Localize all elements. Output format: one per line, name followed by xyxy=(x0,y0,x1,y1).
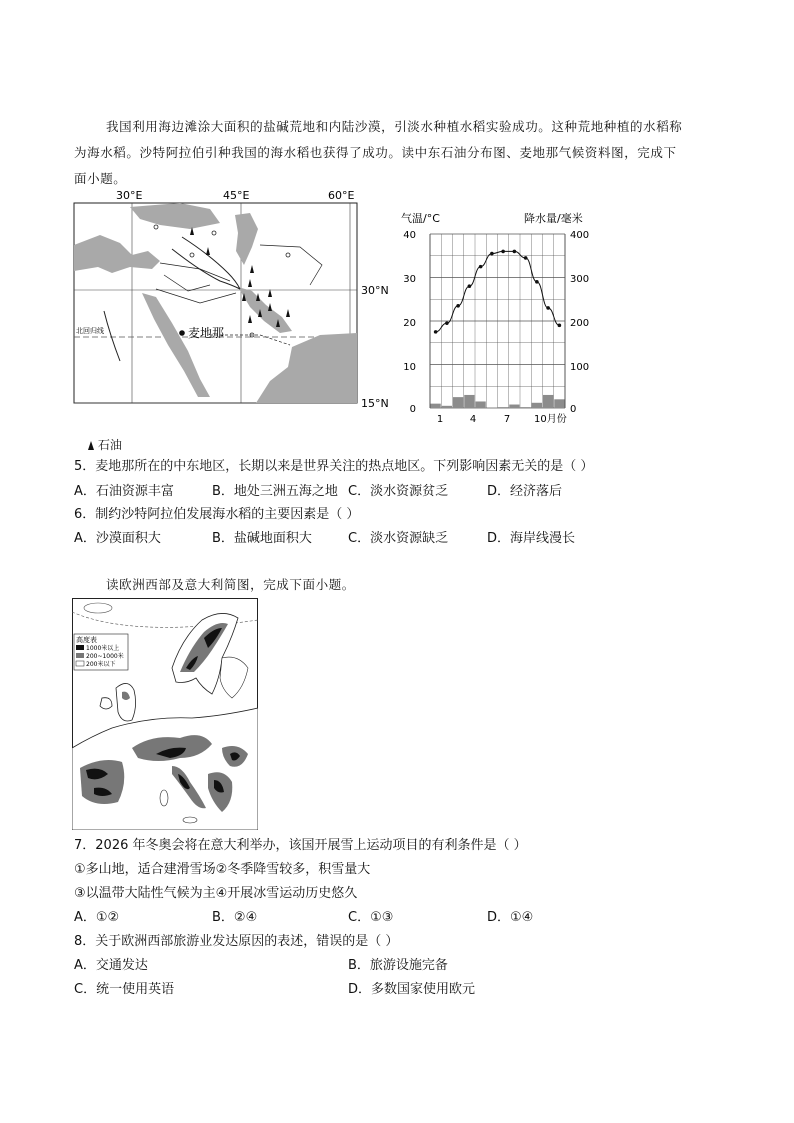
medina-label: 麦地那 xyxy=(188,326,225,340)
x-tick-7: 7 xyxy=(503,414,511,425)
question-5-stem: 5．麦地那所在的中东地区，长期以来是世界关注的热点地区。下列影响因素无关的是（ ） xyxy=(74,459,594,474)
q8-option-d[interactable]: D．多数国家使用欧元 xyxy=(348,982,476,997)
precip-bar-3 xyxy=(453,397,463,408)
x-tick-10: 10月份 xyxy=(534,414,567,425)
intro-paragraph-1 xyxy=(74,114,724,192)
medina-dot xyxy=(179,330,185,336)
precip-bar-8 xyxy=(509,405,519,408)
intro-paragraph-2 xyxy=(74,572,724,598)
precip-bar-7 xyxy=(498,407,508,408)
q8-option-c[interactable]: C．统一使用英语 xyxy=(74,982,175,997)
tropic-label: 北回归线 xyxy=(76,327,104,335)
temp-point-11 xyxy=(546,306,550,310)
temp-point-8 xyxy=(513,250,517,254)
lon-label-45e: 45°E xyxy=(223,189,250,202)
legend-title: 高度表 xyxy=(76,636,97,644)
q6-option-a[interactable]: A．沙漠面积大 xyxy=(74,531,161,546)
temp-point-4 xyxy=(468,284,472,288)
oil-legend-label: 石油 xyxy=(97,438,122,452)
oil-icon xyxy=(88,441,94,450)
y-left-tick-40: 40 xyxy=(403,230,416,241)
q5-option-a[interactable]: A．石油资源丰富 xyxy=(74,484,174,499)
lon-label-30e: 30°E xyxy=(116,189,143,202)
oil-legend xyxy=(88,436,122,453)
temp-point-1 xyxy=(434,330,438,334)
y-right-tick-0: 0 xyxy=(570,404,577,415)
intro2-text: 读欧洲西部及意大利简图，完成下面小题。 xyxy=(106,577,355,592)
temp-point-2 xyxy=(445,321,449,325)
y-left-tick-20: 20 xyxy=(403,318,416,329)
precip-bar-10 xyxy=(532,403,542,408)
legend-item-mid: 200~1000米 xyxy=(86,653,124,660)
middle-east-oil-map xyxy=(60,185,400,435)
question-7-statements-1: ①多山地，适合建滑雪场②冬季降雪较多，积雪量大 xyxy=(74,862,371,877)
temp-point-9 xyxy=(524,256,528,260)
lat-label-15n: 15°N xyxy=(361,397,389,410)
precip-bar-1 xyxy=(431,404,441,408)
q6-option-d[interactable]: D．海岸线漫长 xyxy=(487,531,576,546)
western-europe-map xyxy=(72,598,258,830)
precip-bar-4 xyxy=(464,395,474,408)
temp-point-5 xyxy=(479,265,483,269)
q7-option-a[interactable]: A．①② xyxy=(74,910,120,925)
temp-point-7 xyxy=(501,250,505,254)
elevation-legend xyxy=(74,634,128,670)
temp-point-6 xyxy=(490,252,494,256)
y-right-tick-200: 200 xyxy=(570,318,590,329)
question-8-stem: 8．关于欧洲西部旅游业发达原因的表述，错误的是（ ） xyxy=(74,934,399,949)
y-right-tick-100: 100 xyxy=(570,362,590,373)
legend-item-low: 200米以下 xyxy=(86,661,116,668)
y-left-tick-10: 10 xyxy=(403,362,416,373)
q5-option-c[interactable]: C．淡水资源贫乏 xyxy=(348,484,449,499)
lon-label-60e: 60°E xyxy=(328,189,355,202)
medina-climate-chart xyxy=(400,205,600,430)
y-left-title: 气温/°C xyxy=(401,212,440,225)
precip-bar-9 xyxy=(521,407,531,408)
y-right-tick-400: 400 xyxy=(570,230,590,241)
precip-bar-2 xyxy=(442,406,452,408)
q5-option-b[interactable]: B．地处三洲五海之地 xyxy=(212,484,338,499)
temp-point-10 xyxy=(535,280,539,284)
q7-option-d[interactable]: D．①④ xyxy=(487,910,534,925)
y-right-title: 降水量/毫米 xyxy=(524,212,583,225)
precip-bar-5 xyxy=(476,401,486,408)
intro-line-1: 我国利用海边滩涂大面积的盐碱荒地和内陆沙漠，引淡水种植水稻实验成功。这种荒地种植的水稻称 xyxy=(106,119,683,134)
precip-bar-12 xyxy=(554,399,564,408)
q8-option-b[interactable]: B．旅游设施完备 xyxy=(348,958,448,973)
lat-label-30n: 30°N xyxy=(361,284,389,297)
question-7-stem: 7．2026 年冬奥会将在意大利举办，该国开展雪上运动项目的有利条件是（ ） xyxy=(74,838,527,853)
q7-option-b[interactable]: B．②④ xyxy=(212,910,258,925)
intro-line-2: 为海水稻。沙特阿拉伯引种我国的海水稻也获得了成功。读中东石油分布图、麦地那气候资料图，完成下 xyxy=(74,145,677,160)
temp-point-12 xyxy=(558,324,562,328)
y-left-tick-0: 0 xyxy=(409,404,416,415)
question-7-statements-2: ③以温带大陆性气候为主④开展冰雪运动历史悠久 xyxy=(74,886,358,901)
iberia-mountains xyxy=(80,760,124,804)
q5-option-d[interactable]: D．经济落后 xyxy=(487,484,563,499)
legend-item-high: 1000米以上 xyxy=(86,645,120,652)
y-right-tick-300: 300 xyxy=(570,274,590,285)
temp-point-3 xyxy=(456,304,460,308)
y-left-tick-30: 30 xyxy=(403,274,416,285)
intro-line-3: 面小题。 xyxy=(74,171,127,186)
q6-option-b[interactable]: B．盐碱地面积大 xyxy=(212,531,312,546)
precip-bar-11 xyxy=(543,395,553,408)
x-tick-1: 1 xyxy=(436,414,444,425)
x-tick-4: 4 xyxy=(469,414,477,425)
q7-option-c[interactable]: C．①③ xyxy=(348,910,394,925)
q8-option-a[interactable]: A．交通发达 xyxy=(74,958,148,973)
q6-option-c[interactable]: C．淡水资源缺乏 xyxy=(348,531,449,546)
question-6-stem: 6．制约沙特阿拉伯发展海水稻的主要因素是（ ） xyxy=(74,507,360,522)
